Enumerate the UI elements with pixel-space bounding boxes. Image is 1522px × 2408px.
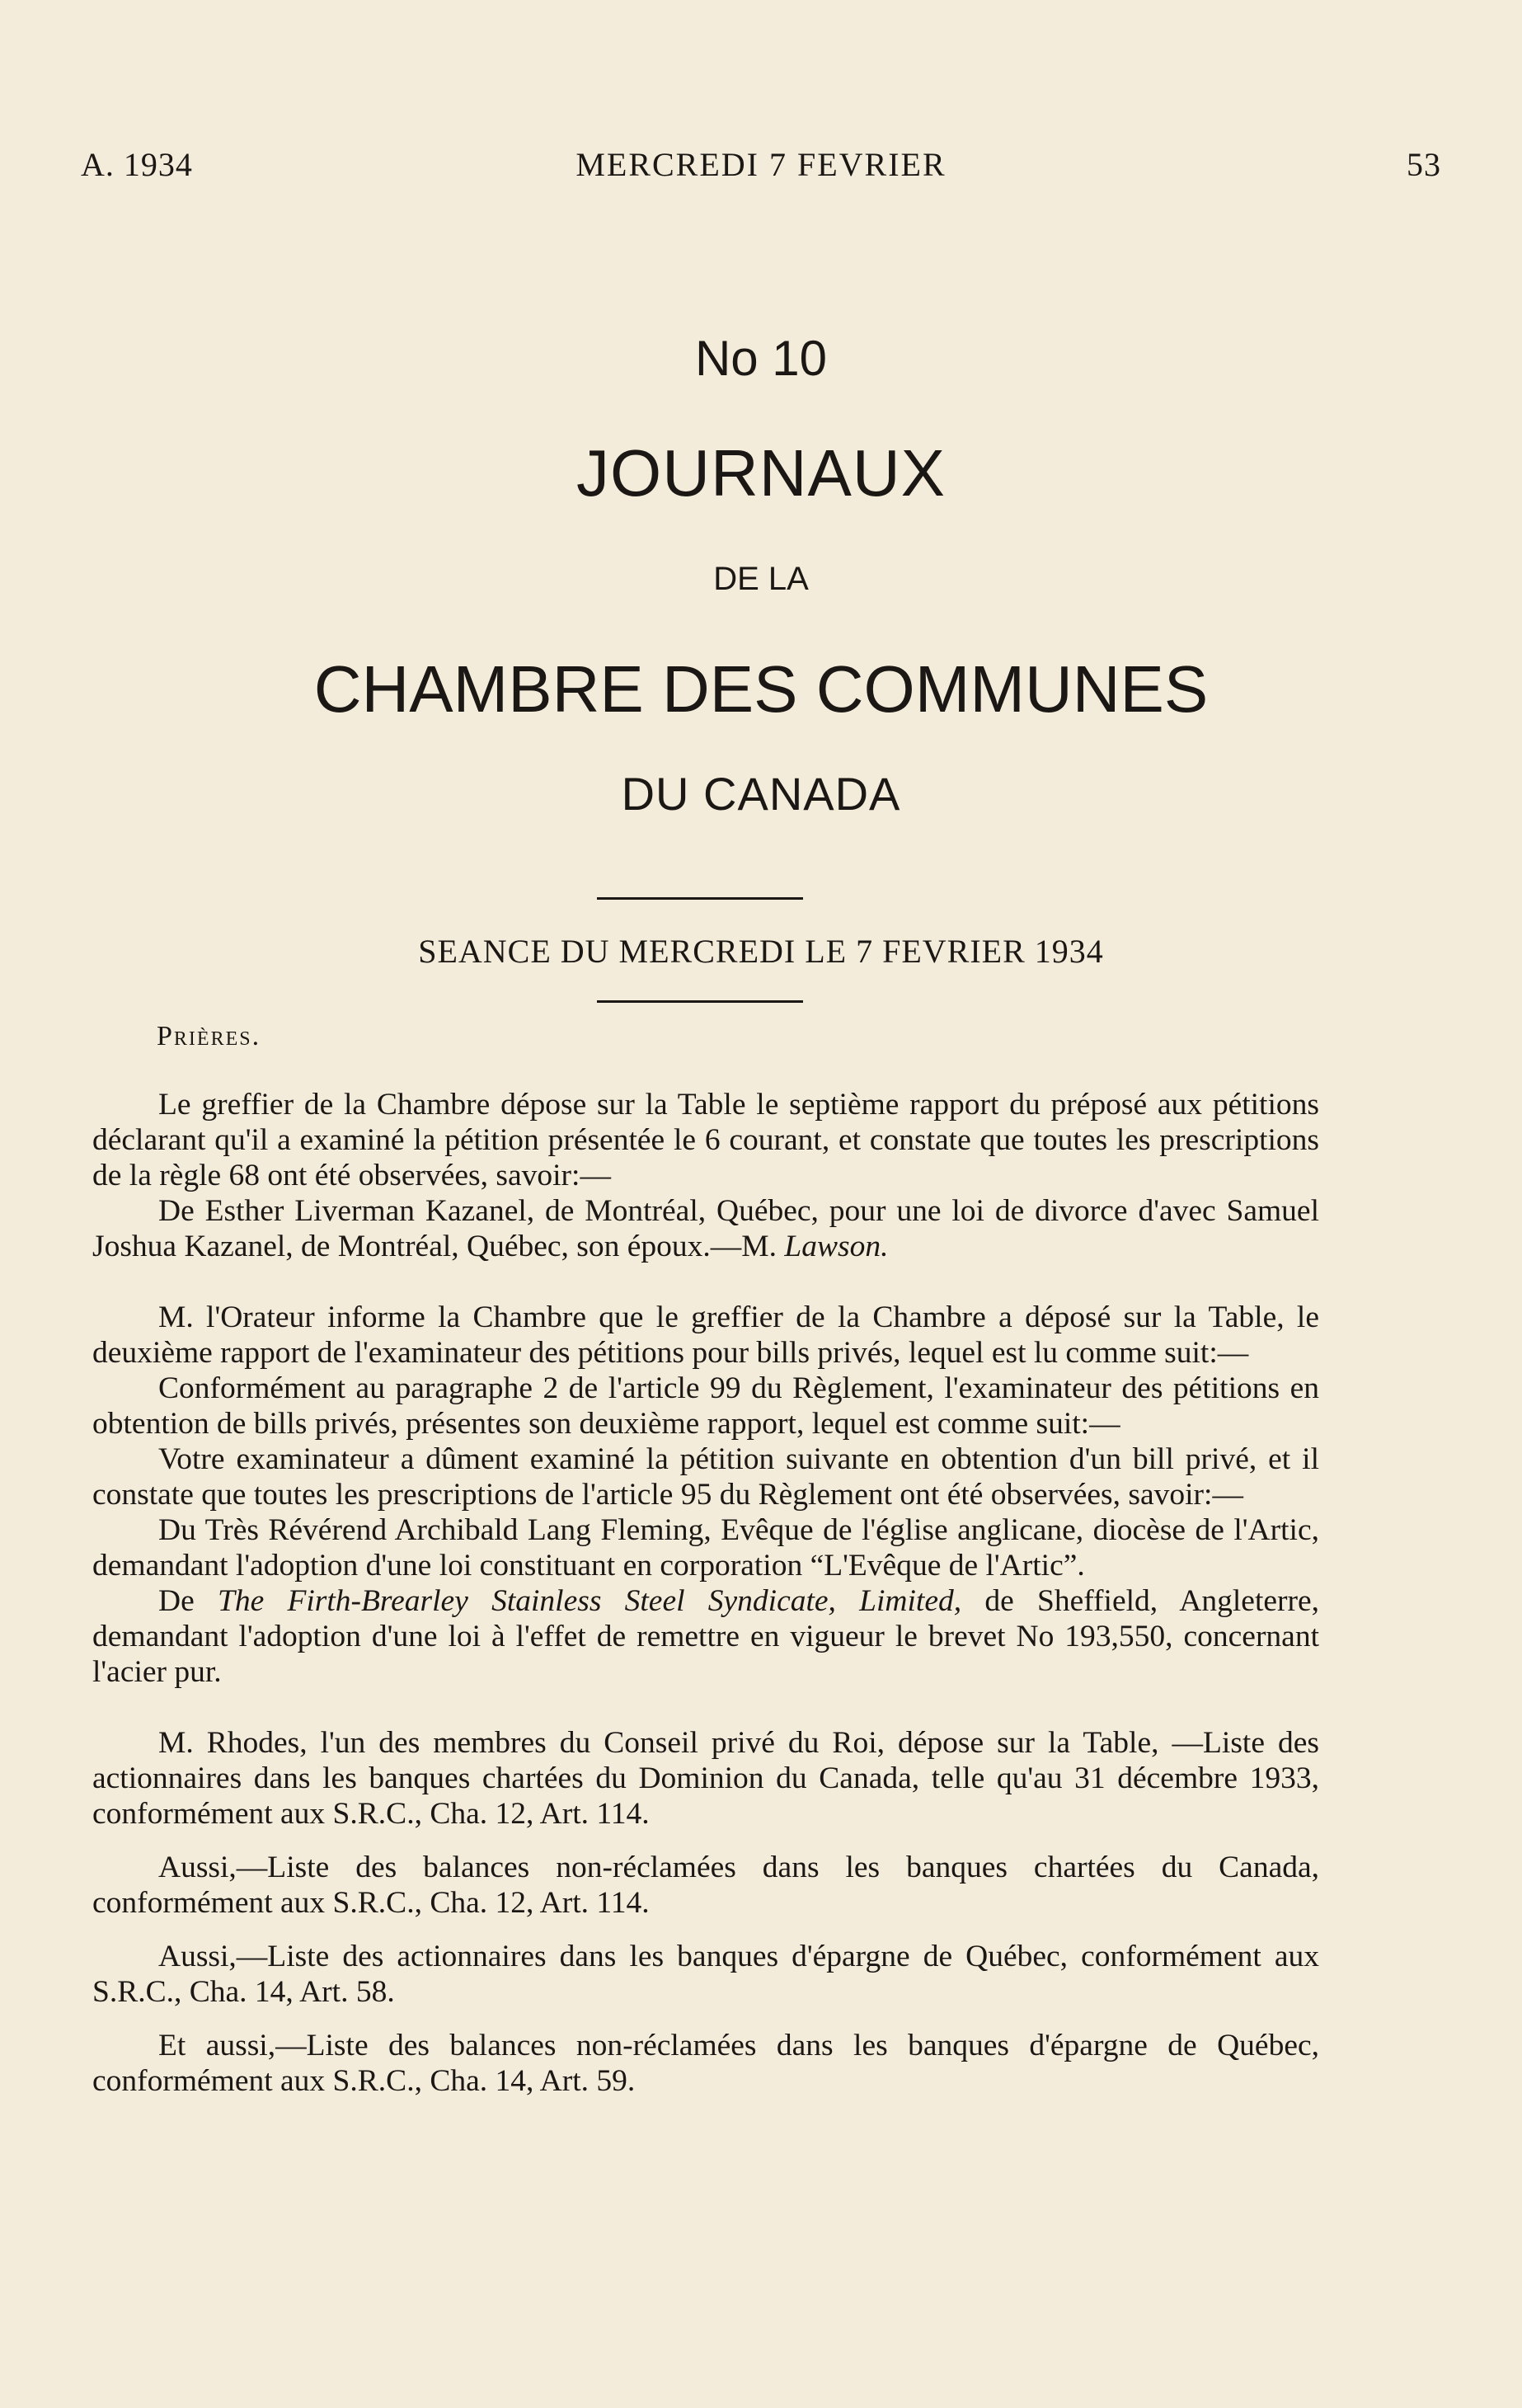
paragraph-examiner-report: Conformément au paragraphe 2 de l'article 99 du Règlement, l'examinateur des pétitions en obtention de bills privés, présentes son deuxième rapport, lequel est comme suit:—	[92, 1371, 1319, 1441]
paragraph-bishop-petition: Du Très Révérend Archibald Lang Fleming, Evêque de l'église anglicane, diocèse de l'Artic, demandant l'adoption d'une loi constituant en corporation “L'Evêque de l'Artic”.	[92, 1513, 1319, 1583]
paragraph-petition-report: Le greffier de la Chambre dépose sur la Table le septième rapport du préposé aux pétitions déclarant qu'il a examiné la pétition présentée le 6 courant, et constate que toutes les prescriptions de la règle 68 ont été observées, savoir:—	[92, 1088, 1319, 1192]
country-title: DU CANADA	[621, 768, 901, 820]
page-header	[81, 145, 1441, 186]
divorce-petition-text: De Esther Liverman Kazanel, de Montréal, Québec, pour une loi de divorce d'avec Samuel Joshua Kazanel, de Montréal, Québec, son époux.—M.	[92, 1194, 1319, 1263]
page-number: 53	[1407, 146, 1441, 183]
prayers-heading: Prières.	[157, 1021, 261, 1051]
divider-bottom	[597, 1000, 803, 1003]
paragraph-divorce-petition	[92, 1193, 1319, 1264]
session-title: SEANCE DU MERCREDI LE 7 FEVRIER 1934	[418, 933, 1104, 970]
paragraph-unclaimed-chartered: Aussi,—Liste des balances non-réclamées dans les banques chartées du Canada, conformément aux S.R.C., Cha. 12, Art. 114.	[92, 1851, 1319, 1920]
paragraph-unclaimed-quebec: Et aussi,—Liste des balances non-réclamées dans les banques d'épargne de Québec, conformément aux S.R.C., Cha. 14, Art. 59.	[92, 2029, 1319, 2098]
issue-number: No 10	[694, 331, 828, 386]
paragraph-shareholders-quebec: Aussi,—Liste des actionnaires dans les banques d'épargne de Québec, conformément aux S.R.C., Cha. 14, Art. 58.	[92, 1940, 1319, 2009]
paragraph-examiner-findings: Votre examinateur a dûment examiné la pétition suivante en obtention d'un bill privé, et il constate que toutes les prescriptions de l'article 95 du Règlement ont été observées, savoir:—	[92, 1442, 1319, 1512]
running-head-date: MERCREDI 7 FEVRIER	[575, 146, 947, 183]
paragraph-speaker-informs: M. l'Orateur informe la Chambre que le greffier de la Chambre a déposé sur la Table, le deuxième rapport de l'examinateur des pétitions pour bills privés, lequel est lu comme suit:—	[92, 1300, 1319, 1370]
member-name: Lawson.	[784, 1230, 889, 1263]
session-year: A. 1934	[81, 146, 193, 183]
steel-petition-prefix: De	[158, 1584, 218, 1618]
divider-top	[597, 897, 803, 900]
journal-title: JOURNAUX	[575, 436, 947, 510]
paragraph-rhodes-tables: M. Rhodes, l'un des membres du Conseil privé du Roi, dépose sur la Table, —Liste des actionnaires dans les banques chartées du Dominion du Canada, telle qu'au 31 décembre 1933, conformément aux S.R.C., Cha. 12, Art. 114.	[92, 1726, 1319, 1831]
steel-petition-rest: de Sheffield, Angleterre, demandant l'adoption d'une loi à l'effet de remettre en vigueur le brevet No 193,550, concernant l'acier pur.	[92, 1584, 1319, 1689]
company-name: The Firth-Brearley Stainless Steel Syndicate, Limited,	[217, 1584, 962, 1618]
chamber-title: CHAMBRE DES COMMUNES	[313, 652, 1209, 726]
paragraph-steel-petition	[92, 1583, 1319, 1690]
journal-body	[92, 1087, 1319, 2099]
journal-subtitle-de-la: DE LA	[713, 561, 809, 597]
